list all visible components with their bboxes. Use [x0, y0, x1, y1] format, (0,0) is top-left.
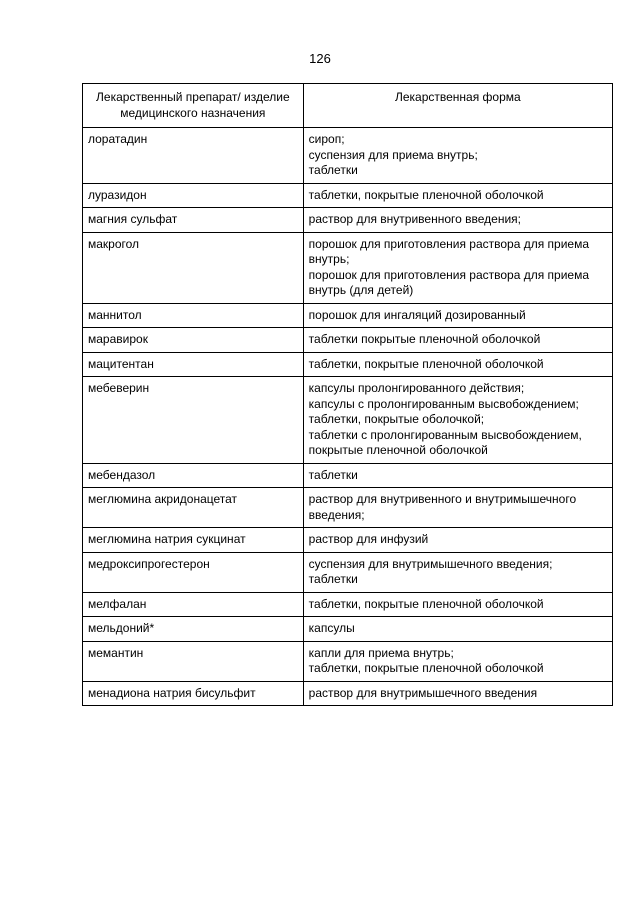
drug-name-cell: магния сульфат [83, 208, 304, 233]
table-row [83, 232, 613, 303]
dosage-form-line: порошок для приготовления раствора для приема внутрь (для детей) [308, 267, 590, 297]
table-row [83, 352, 613, 377]
header-form: Лекарственная форма [303, 84, 612, 128]
drug-name-cell: луразидон [83, 183, 304, 208]
dosage-form-line: раствор для инфузий [308, 532, 429, 546]
drug-name-cell: макрогол [83, 232, 304, 303]
dosage-form-cell [303, 208, 612, 233]
drug-name-cell: меглюмина акридонацетат [83, 488, 304, 528]
table-row [83, 488, 613, 528]
dosage-form-line: раствор для внутривенного и внутримышечного введения; [308, 492, 577, 522]
dosage-form-line: таблетки [308, 467, 358, 482]
drug-name-cell: мельдоний* [83, 617, 304, 642]
table-row [83, 552, 613, 592]
page-number: 126 [309, 51, 331, 66]
dosage-form-cell [303, 463, 612, 488]
dosage-form-cell [303, 681, 612, 706]
table-body [83, 128, 613, 706]
dosage-form-line: таблетки, покрытые пленочной оболочкой [308, 187, 544, 202]
dosage-form-cell [303, 617, 612, 642]
dosage-form-cell [303, 488, 612, 528]
dosage-form-cell [303, 128, 612, 184]
header-drug: Лекарственный препарат/ изделие медицинского назначения [83, 84, 304, 128]
dosage-form-line: таблетки покрытые пленочной оболочкой [308, 332, 541, 346]
drug-name-cell: маннитол [83, 303, 304, 328]
dosage-form-line: капли для приема внутрь; [308, 645, 454, 660]
table-row [83, 463, 613, 488]
table-row [83, 528, 613, 553]
dosage-form-line: таблетки, покрытые пленочной оболочкой [308, 661, 544, 675]
drug-name-cell: мебендазол [83, 463, 304, 488]
drug-name-cell: мебеверин [83, 377, 304, 464]
dosage-form-line: таблетки [308, 163, 358, 177]
drug-table [82, 83, 613, 706]
dosage-form-cell [303, 328, 612, 353]
dosage-form-line: таблетки, покрытые пленочной оболочкой [308, 596, 544, 611]
table-row [83, 617, 613, 642]
dosage-form-cell [303, 592, 612, 617]
dosage-form-cell [303, 303, 612, 328]
table-row [83, 377, 613, 464]
table-row [83, 303, 613, 328]
dosage-form-line: суспензия для внутримышечного введения; [308, 556, 553, 571]
dosage-form-line: таблетки с пролонгированным высвобождением, покрытые пленочной оболочкой [308, 427, 582, 457]
table-row [83, 641, 613, 681]
table-row [83, 328, 613, 353]
dosage-form-line: раствор для внутривенного введения; [308, 212, 521, 226]
dosage-form-cell [303, 528, 612, 553]
dosage-form-line: сироп; [308, 132, 345, 146]
dosage-form-cell [303, 641, 612, 681]
table-row [83, 208, 613, 233]
drug-name-cell: маравирок [83, 328, 304, 353]
dosage-form-cell [303, 377, 612, 464]
drug-name-cell: мацитентан [83, 352, 304, 377]
dosage-form-cell [303, 352, 612, 377]
drug-name-cell: мелфалан [83, 592, 304, 617]
dosage-form-line: порошок для приготовления раствора для приема внутрь; [308, 236, 590, 266]
dosage-form-line: капсулы пролонгированного действия; [308, 381, 525, 395]
dosage-form-line: суспензия для приема внутрь; [308, 147, 478, 162]
dosage-form-line: порошок для ингаляций дозированный [308, 307, 526, 322]
dosage-form-cell [303, 552, 612, 592]
dosage-form-cell [303, 183, 612, 208]
dosage-form-line: таблетки, покрытые оболочкой; [308, 412, 485, 426]
dosage-form-line: таблетки [308, 572, 358, 586]
dosage-form-line: капсулы [308, 621, 355, 635]
dosage-form-line: таблетки, покрытые пленочной оболочкой [308, 356, 544, 371]
drug-name-cell: лоратадин [83, 128, 304, 184]
drug-name-cell: меглюмина натрия сукцинат [83, 528, 304, 553]
drug-name-cell: менадиона натрия бисульфит [83, 681, 304, 706]
dosage-form-line: капсулы с пролонгированным высвобождением; [308, 396, 579, 411]
dosage-form-line: раствор для внутримышечного введения [308, 685, 538, 700]
table-row [83, 592, 613, 617]
table-row [83, 128, 613, 184]
dosage-form-cell [303, 232, 612, 303]
table-row [83, 183, 613, 208]
drug-name-cell: медроксипрогестерон [83, 552, 304, 592]
table-row [83, 681, 613, 706]
drug-name-cell: мемантин [83, 641, 304, 681]
table-header-row [83, 84, 613, 128]
